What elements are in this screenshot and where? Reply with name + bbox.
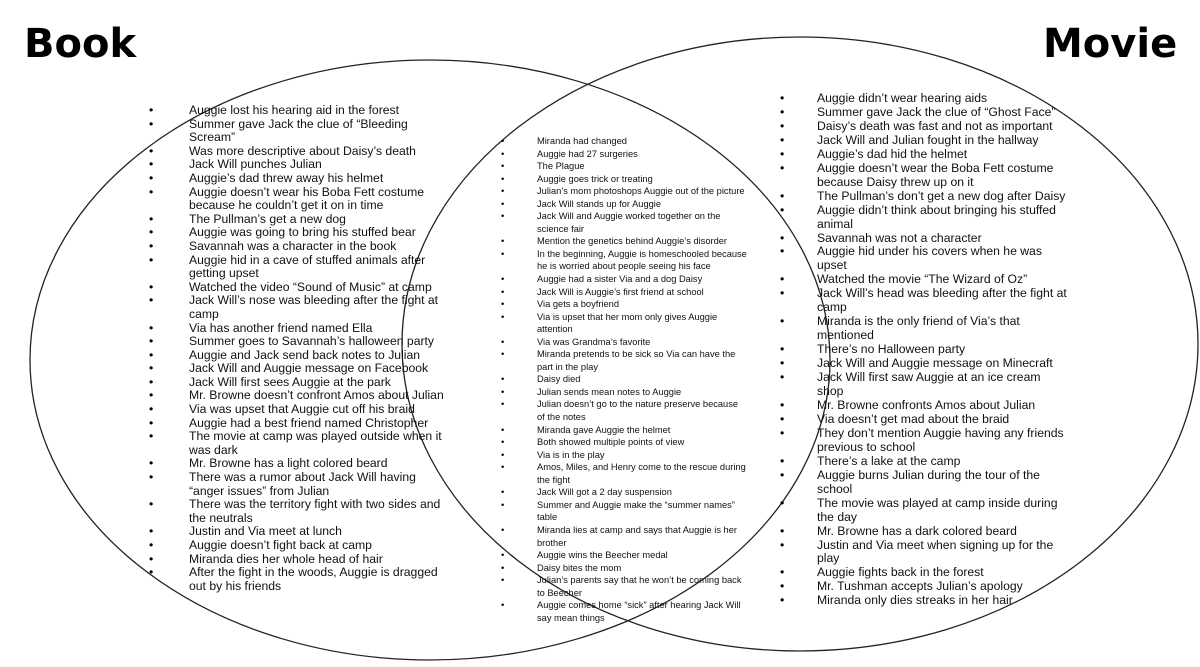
book-only-item: • The Pullman’s get a new dog xyxy=(189,213,444,227)
movie-only-item: • There’s a lake at the camp xyxy=(817,455,1067,469)
book-only-item: • Mr. Browne doesn’t confront Amos about Julian xyxy=(189,389,444,403)
both-item: • Miranda lies at camp and says that Auggie is her brother xyxy=(537,524,747,549)
book-only-item: • Auggie doesn’t wear his Boba Fett costume because he couldn’t get it on in time xyxy=(189,186,444,213)
movie-only-item: • The movie was played at camp inside during the day xyxy=(817,497,1067,525)
both-item: • Miranda pretends to be sick so Via can have the part in the play xyxy=(537,348,747,373)
movie-only-item: • Jack Will and Auggie message on Minecraft xyxy=(817,357,1067,371)
both-item: • Julian’s parents say that he won’t be coming back to Beecher xyxy=(537,574,747,599)
both-item: • Jack Will is Auggie’s first friend at school xyxy=(537,286,747,299)
movie-only-item: • Auggie doesn’t wear the Boba Fett costume because Daisy threw up on it xyxy=(817,162,1067,190)
book-only-item: • Via has another friend named Ella xyxy=(189,322,444,336)
both-item: • Jack Will and Auggie worked together on the science fair xyxy=(537,210,747,235)
book-only-item: • Jack Will and Auggie message on Facebook xyxy=(189,362,444,376)
movie-only-item: • Daisy’s death was fast and not as important xyxy=(817,120,1067,134)
book-only-item: • Savannah was a character in the book xyxy=(189,240,444,254)
both-item: • Jack Will stands up for Auggie xyxy=(537,198,747,211)
both-item: • Daisy bites the mom xyxy=(537,562,747,575)
movie-only-item: • Mr. Tushman accepts Julian’s apology xyxy=(817,580,1067,594)
movie-only-item: • Auggie’s dad hid the helmet xyxy=(817,148,1067,162)
both-item: • Both showed multiple points of view xyxy=(537,436,747,449)
book-only-item: • Auggie had a best friend named Christopher xyxy=(189,417,444,431)
movie-only-item: • Miranda is the only friend of Via’s that mentioned xyxy=(817,315,1067,343)
book-only-item: • Jack Will first sees Auggie at the park xyxy=(189,376,444,390)
movie-circle xyxy=(402,37,1198,651)
both-item: • The Plague xyxy=(537,160,747,173)
book-only-item: • Via was upset that Auggie cut off his braid xyxy=(189,403,444,417)
movie-only-item: • Miranda only dies streaks in her hair xyxy=(817,594,1067,608)
movie-only-item: • Mr. Browne has a dark colored beard xyxy=(817,525,1067,539)
movie-only-item: • Summer gave Jack the clue of “Ghost Face” xyxy=(817,106,1067,120)
movie-only-item: • Auggie didn’t wear hearing aids xyxy=(817,92,1067,106)
book-only-item: • Auggie hid in a cave of stuffed animals after getting upset xyxy=(189,254,444,281)
movie-only-item: • Jack Will first saw Auggie at an ice cream shop xyxy=(817,371,1067,399)
both-item: • Via is in the play xyxy=(537,449,747,462)
both-item: • Julian sends mean notes to Auggie xyxy=(537,386,747,399)
book-only-item: • Watched the video “Sound of Music” at camp xyxy=(189,281,444,295)
book-only-item: • There was a rumor about Jack Will having “anger issues” from Julian xyxy=(189,471,444,498)
movie-only-item: • Jack Will’s head was bleeding after the fight at camp xyxy=(817,287,1067,315)
shared-list xyxy=(537,135,747,624)
both-item: • Daisy died xyxy=(537,373,747,386)
movie-only-item: • Auggie didn’t think about bringing his stuffed animal xyxy=(817,204,1067,232)
book-only-item: • Auggie doesn’t fight back at camp xyxy=(189,539,444,553)
both-item: • Auggie had a sister Via and a dog Daisy xyxy=(537,273,747,286)
both-item: • Jack Will got a 2 day suspension xyxy=(537,486,747,499)
both-item: • Auggie wins the Beecher medal xyxy=(537,549,747,562)
book-only-item: • After the fight in the woods, Auggie is dragged out by his friends xyxy=(189,566,444,593)
movie-title: Movie xyxy=(1043,21,1178,67)
movie-only-item: • Auggie burns Julian during the tour of the school xyxy=(817,469,1067,497)
movie-only-item: • The Pullman’s don’t get a new dog after Daisy xyxy=(817,190,1067,204)
movie-only-item: • Justin and Via meet when signing up for the play xyxy=(817,539,1067,567)
both-item: • Mention the genetics behind Auggie’s disorder xyxy=(537,235,747,248)
both-item: • Auggie had 27 surgeries xyxy=(537,148,747,161)
book-only-item: • Jack Will punches Julian xyxy=(189,158,444,172)
book-only-item: • Justin and Via meet at lunch xyxy=(189,525,444,539)
both-item: • Julian doesn’t go to the nature preserve because of the notes xyxy=(537,398,747,423)
movie-only-item: • Savannah was not a character xyxy=(817,232,1067,246)
movie-only-item: • They don’t mention Auggie having any friends previous to school xyxy=(817,427,1067,455)
book-only-item: • Auggie’s dad threw away his helmet xyxy=(189,172,444,186)
movie-only-item: • Watched the movie “The Wizard of Oz” xyxy=(817,273,1067,287)
both-item: • Julian’s mom photoshops Auggie out of the picture xyxy=(537,185,747,198)
movie-only-item: • Via doesn’t get mad about the braid xyxy=(817,413,1067,427)
book-only-item: • The movie at camp was played outside when it was dark xyxy=(189,430,444,457)
book-only-item: • Mr. Browne has a light colored beard xyxy=(189,457,444,471)
movie-only-item: • Auggie fights back in the forest xyxy=(817,566,1067,580)
book-only-item: • Auggie and Jack send back notes to Julian xyxy=(189,349,444,363)
book-only-list xyxy=(189,104,444,593)
both-item: • Miranda had changed xyxy=(537,135,747,148)
both-item: • Auggie goes trick or treating xyxy=(537,173,747,186)
book-only-item: • Miranda dies her whole head of hair xyxy=(189,553,444,567)
movie-only-item: • There’s no Halloween party xyxy=(817,343,1067,357)
both-item: • Amos, Miles, and Henry come to the rescue during the fight xyxy=(537,461,747,486)
both-item: • Auggie comes home “sick” after hearing Jack Will say mean things xyxy=(537,599,747,624)
movie-only-item: • Jack Will and Julian fought in the hallway xyxy=(817,134,1067,148)
movie-only-item: • Mr. Browne confronts Amos about Julian xyxy=(817,399,1067,413)
book-only-item: • Summer gave Jack the clue of “Bleeding Scream” xyxy=(189,118,444,145)
book-only-item: • Auggie was going to bring his stuffed bear xyxy=(189,226,444,240)
book-only-item: • Summer goes to Savannah’s halloween party xyxy=(189,335,444,349)
book-only-item: • There was the territory fight with two sides and the neutrals xyxy=(189,498,444,525)
movie-only-item: • Auggie hid under his covers when he was upset xyxy=(817,245,1067,273)
movie-only-list xyxy=(817,92,1067,608)
book-only-item: • Auggie lost his hearing aid in the forest xyxy=(189,104,444,118)
both-item: • Via was Grandma’s favorite xyxy=(537,336,747,349)
book-only-item: • Was more descriptive about Daisy’s death xyxy=(189,145,444,159)
book-title: Book xyxy=(24,21,137,67)
book-only-item: • Jack Will’s nose was bleeding after the fight at camp xyxy=(189,294,444,321)
both-item: • Miranda gave Auggie the helmet xyxy=(537,424,747,437)
both-item: • Via gets a boyfriend xyxy=(537,298,747,311)
both-item: • Summer and Auggie make the “summer names” table xyxy=(537,499,747,524)
both-item: • Via is upset that her mom only gives Auggie attention xyxy=(537,311,747,336)
both-item: • In the beginning, Auggie is homeschooled because he is worried about people seeing his face xyxy=(537,248,747,273)
